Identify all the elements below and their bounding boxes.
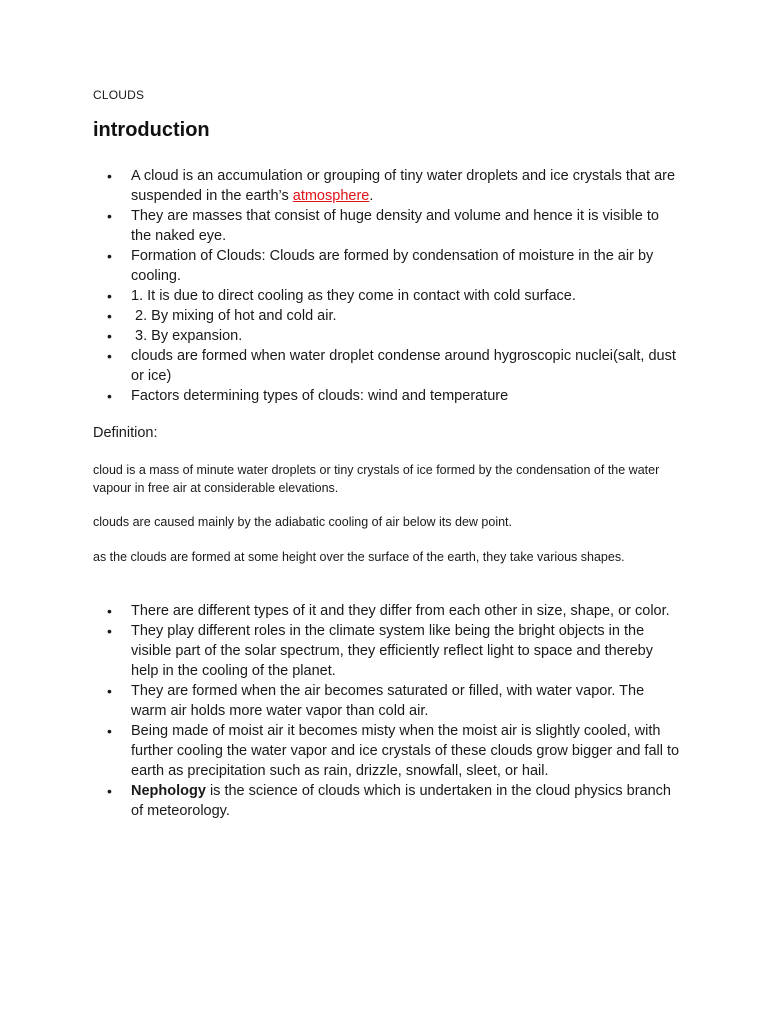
nephology-term: Nephology — [131, 783, 206, 799]
definition-label: Definition: — [93, 425, 158, 441]
list-item: • A cloud is an accumulation or grouping of tiny water droplets and ice crystals that are suspended in the earth’s atmosphere. — [93, 166, 683, 206]
list-item: • Nephology is the science of clouds which is undertaken in the cloud physics branch of meteorology. — [93, 781, 683, 821]
atmosphere-link[interactable]: atmosphere — [292, 188, 370, 204]
list-item: • They are formed when the air becomes saturated or filled, with water vapor. The warm air holds more water vapor than cold air. — [93, 681, 683, 721]
list-item: • Factors determining types of clouds: wind and temperature — [93, 386, 683, 406]
section-heading-introduction: introduction — [93, 119, 210, 141]
list-item: • 2. By mixing of hot and cold air. — [93, 306, 683, 326]
definition-paragraph: clouds are caused mainly by the adiabatic cooling of air below its dew point. — [93, 515, 512, 529]
list-item: • 1. It is due to direct cooling as they come in contact with cold surface. — [93, 286, 683, 306]
list-item: • clouds are formed when water droplet condense around hygroscopic nuclei(salt, dust or ice) — [93, 346, 683, 386]
document-title: CLOUDS — [93, 88, 145, 102]
definition-paragraph: as the clouds are formed at some height over the surface of the earth, they take various shapes. — [93, 550, 625, 564]
list-item: • They play different roles in the climate system like being the bright objects in the visible part of the solar spectrum, they efficiently reflect light to space and thereby help in the cooling of the planet. — [93, 621, 683, 681]
details-bullet-list — [93, 601, 683, 821]
list-item: • Being made of moist air it becomes misty when the moist air is slightly cooled, with further cooling the water vapor and ice crystals of these clouds grow bigger and fall to earth as precipitation such as rain, drizzle, snowfall, sleet, or hail. — [93, 721, 683, 781]
intro-bullet-list — [93, 166, 683, 406]
list-item: • Formation of Clouds: Clouds are formed by condensation of moisture in the air by cooling. — [93, 246, 683, 286]
definition-paragraph: cloud is a mass of minute water droplets or tiny crystals of ice formed by the condensation of the water vapour in free air at considerable elevations. — [93, 463, 660, 495]
list-item: • 3. By expansion. — [93, 326, 683, 346]
list-item: • There are different types of it and they differ from each other in size, shape, or color. — [93, 601, 683, 621]
list-item: • They are masses that consist of huge density and volume and hence it is visible to the naked eye. — [93, 206, 683, 246]
